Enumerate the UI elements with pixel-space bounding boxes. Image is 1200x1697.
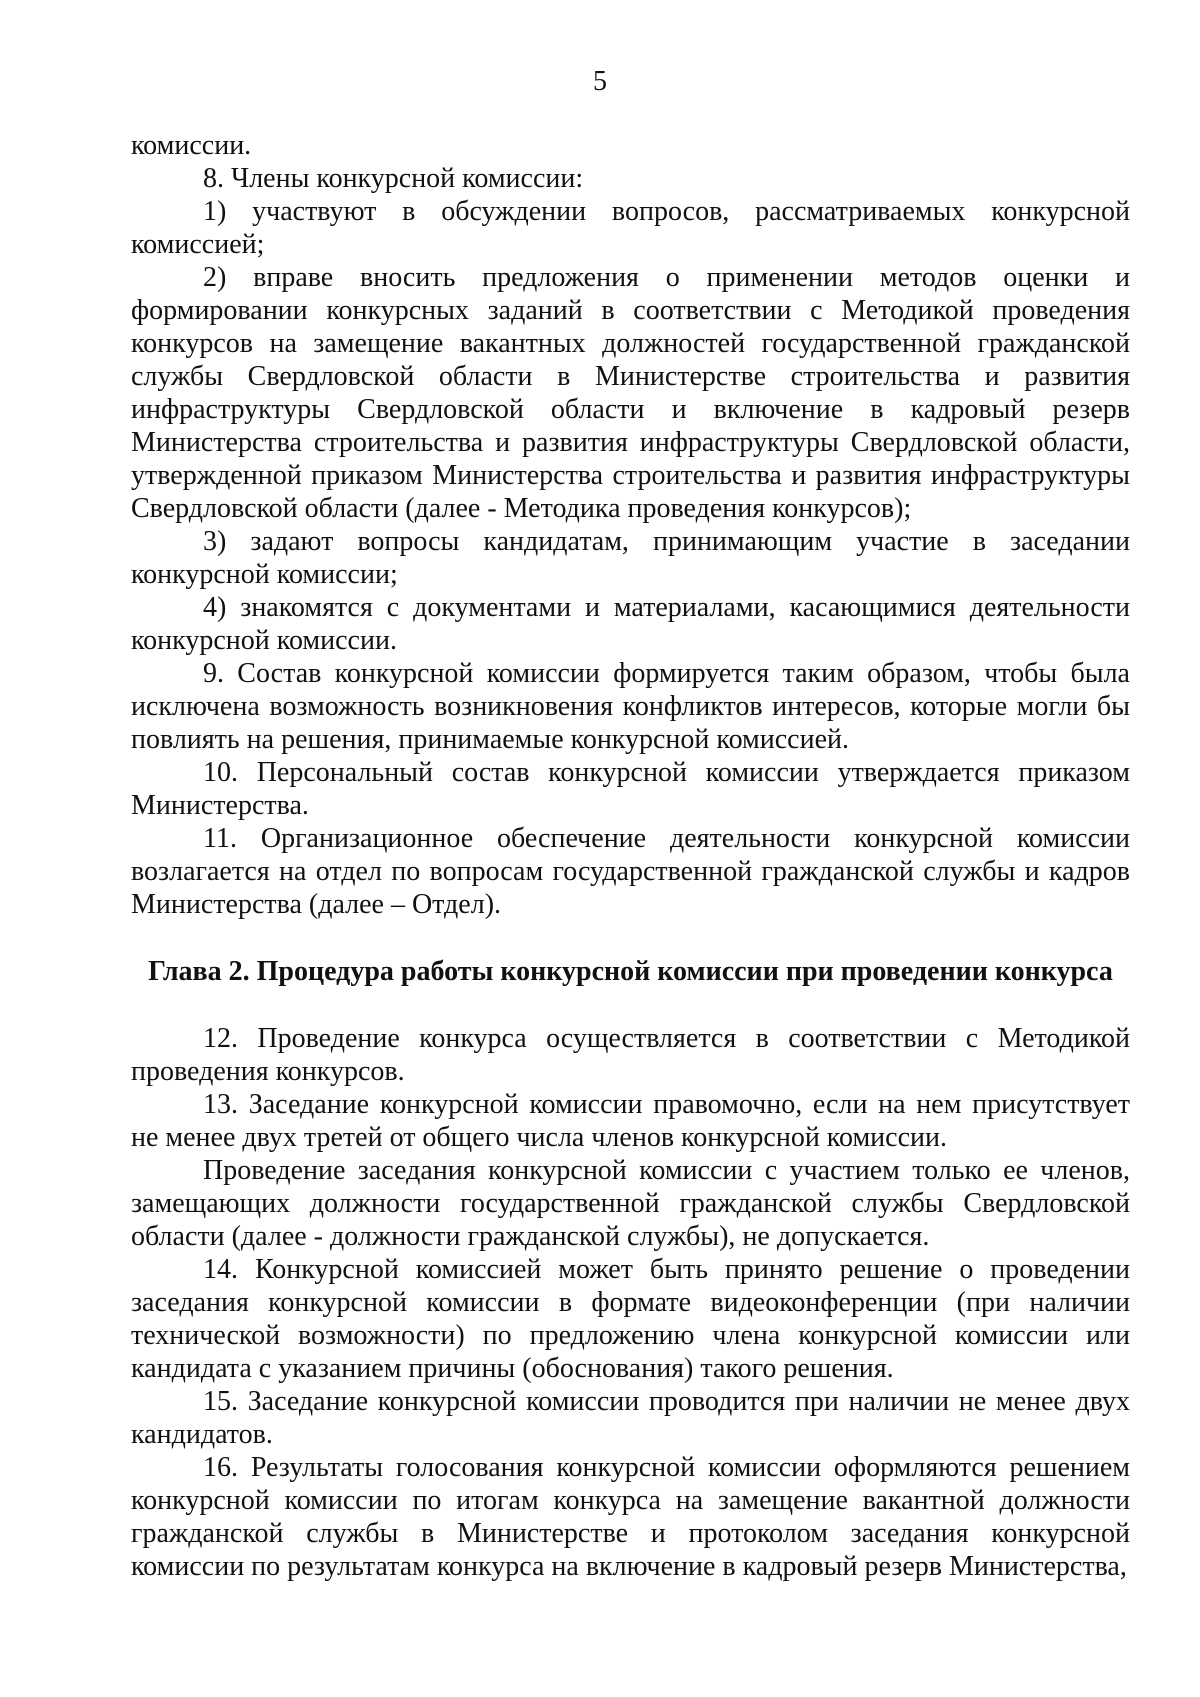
page-number: 5 xyxy=(593,66,607,97)
paragraph: 11. Организационное обеспечение деятельности конкурсной комиссии возлагается на отдел по вопросам государственной гражданской службы и кадров Министерства (далее – Отдел). xyxy=(131,823,1130,920)
paragraphs-after xyxy=(131,1022,1130,1583)
paragraph: Проведение заседания конкурсной комиссии с участием только ее членов, замещающих должности государственной гражданской службы Свердловской области (далее - должности гражданской службы), не допускается. xyxy=(131,1155,1130,1252)
paragraph: 4) знакомятся с документами и материалами, касающимися деятельности конкурсной комиссии. xyxy=(131,592,1130,656)
paragraph: 16. Результаты голосования конкурсной комиссии оформляются решением конкурсной комиссии по итогам конкурса на замещение вакантной должности гражданской службы в Министерстве и протоколом заседания конкурсной комиссии по результатам конкурса на включение в кадровый резерв Министерства, xyxy=(131,1452,1130,1582)
paragraph: 14. Конкурсной комиссией может быть принято решение о проведении заседания конкурсной комиссии в формате видеоконференции (при наличии технической возможности) по предложению члена конкурсной комиссии или кандидата с указанием причины (обоснования) такого решения. xyxy=(131,1254,1130,1384)
paragraph: 9. Состав конкурсной комиссии формируется таким образом, чтобы была исключена возможность возникновения конфликтов интересов, которые могли бы повлиять на решения, принимаемые конкурсной комиссией. xyxy=(131,658,1130,755)
paragraph: 2) вправе вносить предложения о применении методов оценки и формировании конкурсных заданий в соответствии с Методикой проведения конкурсов на замещение вакантных должностей государственной гражданской службы Свердловской области в Министерстве строительства и развития инфраструктуры Свердловской области и включение в кадровый резерв Министерства строительства и развития инфраструктуры Свердловской области, утвержденной приказом Министерства строительства и развития инфраструктуры Свердловской области (далее - Методика проведения конкурсов); xyxy=(131,262,1130,524)
paragraph: 1) участвуют в обсуждении вопросов, рассматриваемых конкурсной комиссией; xyxy=(131,196,1130,260)
paragraph: 12. Проведение конкурса осуществляется в соответствии с Методикой проведения конкурсов. xyxy=(131,1023,1130,1087)
paragraph: 3) задают вопросы кандидатам, принимающим участие в заседании конкурсной комиссии; xyxy=(131,526,1130,590)
paragraphs-before xyxy=(131,129,1130,921)
paragraph: 15. Заседание конкурсной комиссии проводится при наличии не менее двух кандидатов. xyxy=(131,1386,1130,1450)
chapter-heading: Глава 2. Процедура работы конкурсной комиссии при проведении конкурса xyxy=(148,956,1113,987)
document-body xyxy=(131,129,1130,1583)
paragraph: 13. Заседание конкурсной комиссии правомочно, если на нем присутствует не менее двух третей от общего числа членов конкурсной комиссии. xyxy=(131,1089,1130,1153)
paragraph: 10. Персональный состав конкурсной комиссии утверждается приказом Министерства. xyxy=(131,757,1130,821)
paragraph: комиссии. xyxy=(131,130,252,161)
paragraph: 8. Члены конкурсной комиссии: xyxy=(203,163,584,194)
